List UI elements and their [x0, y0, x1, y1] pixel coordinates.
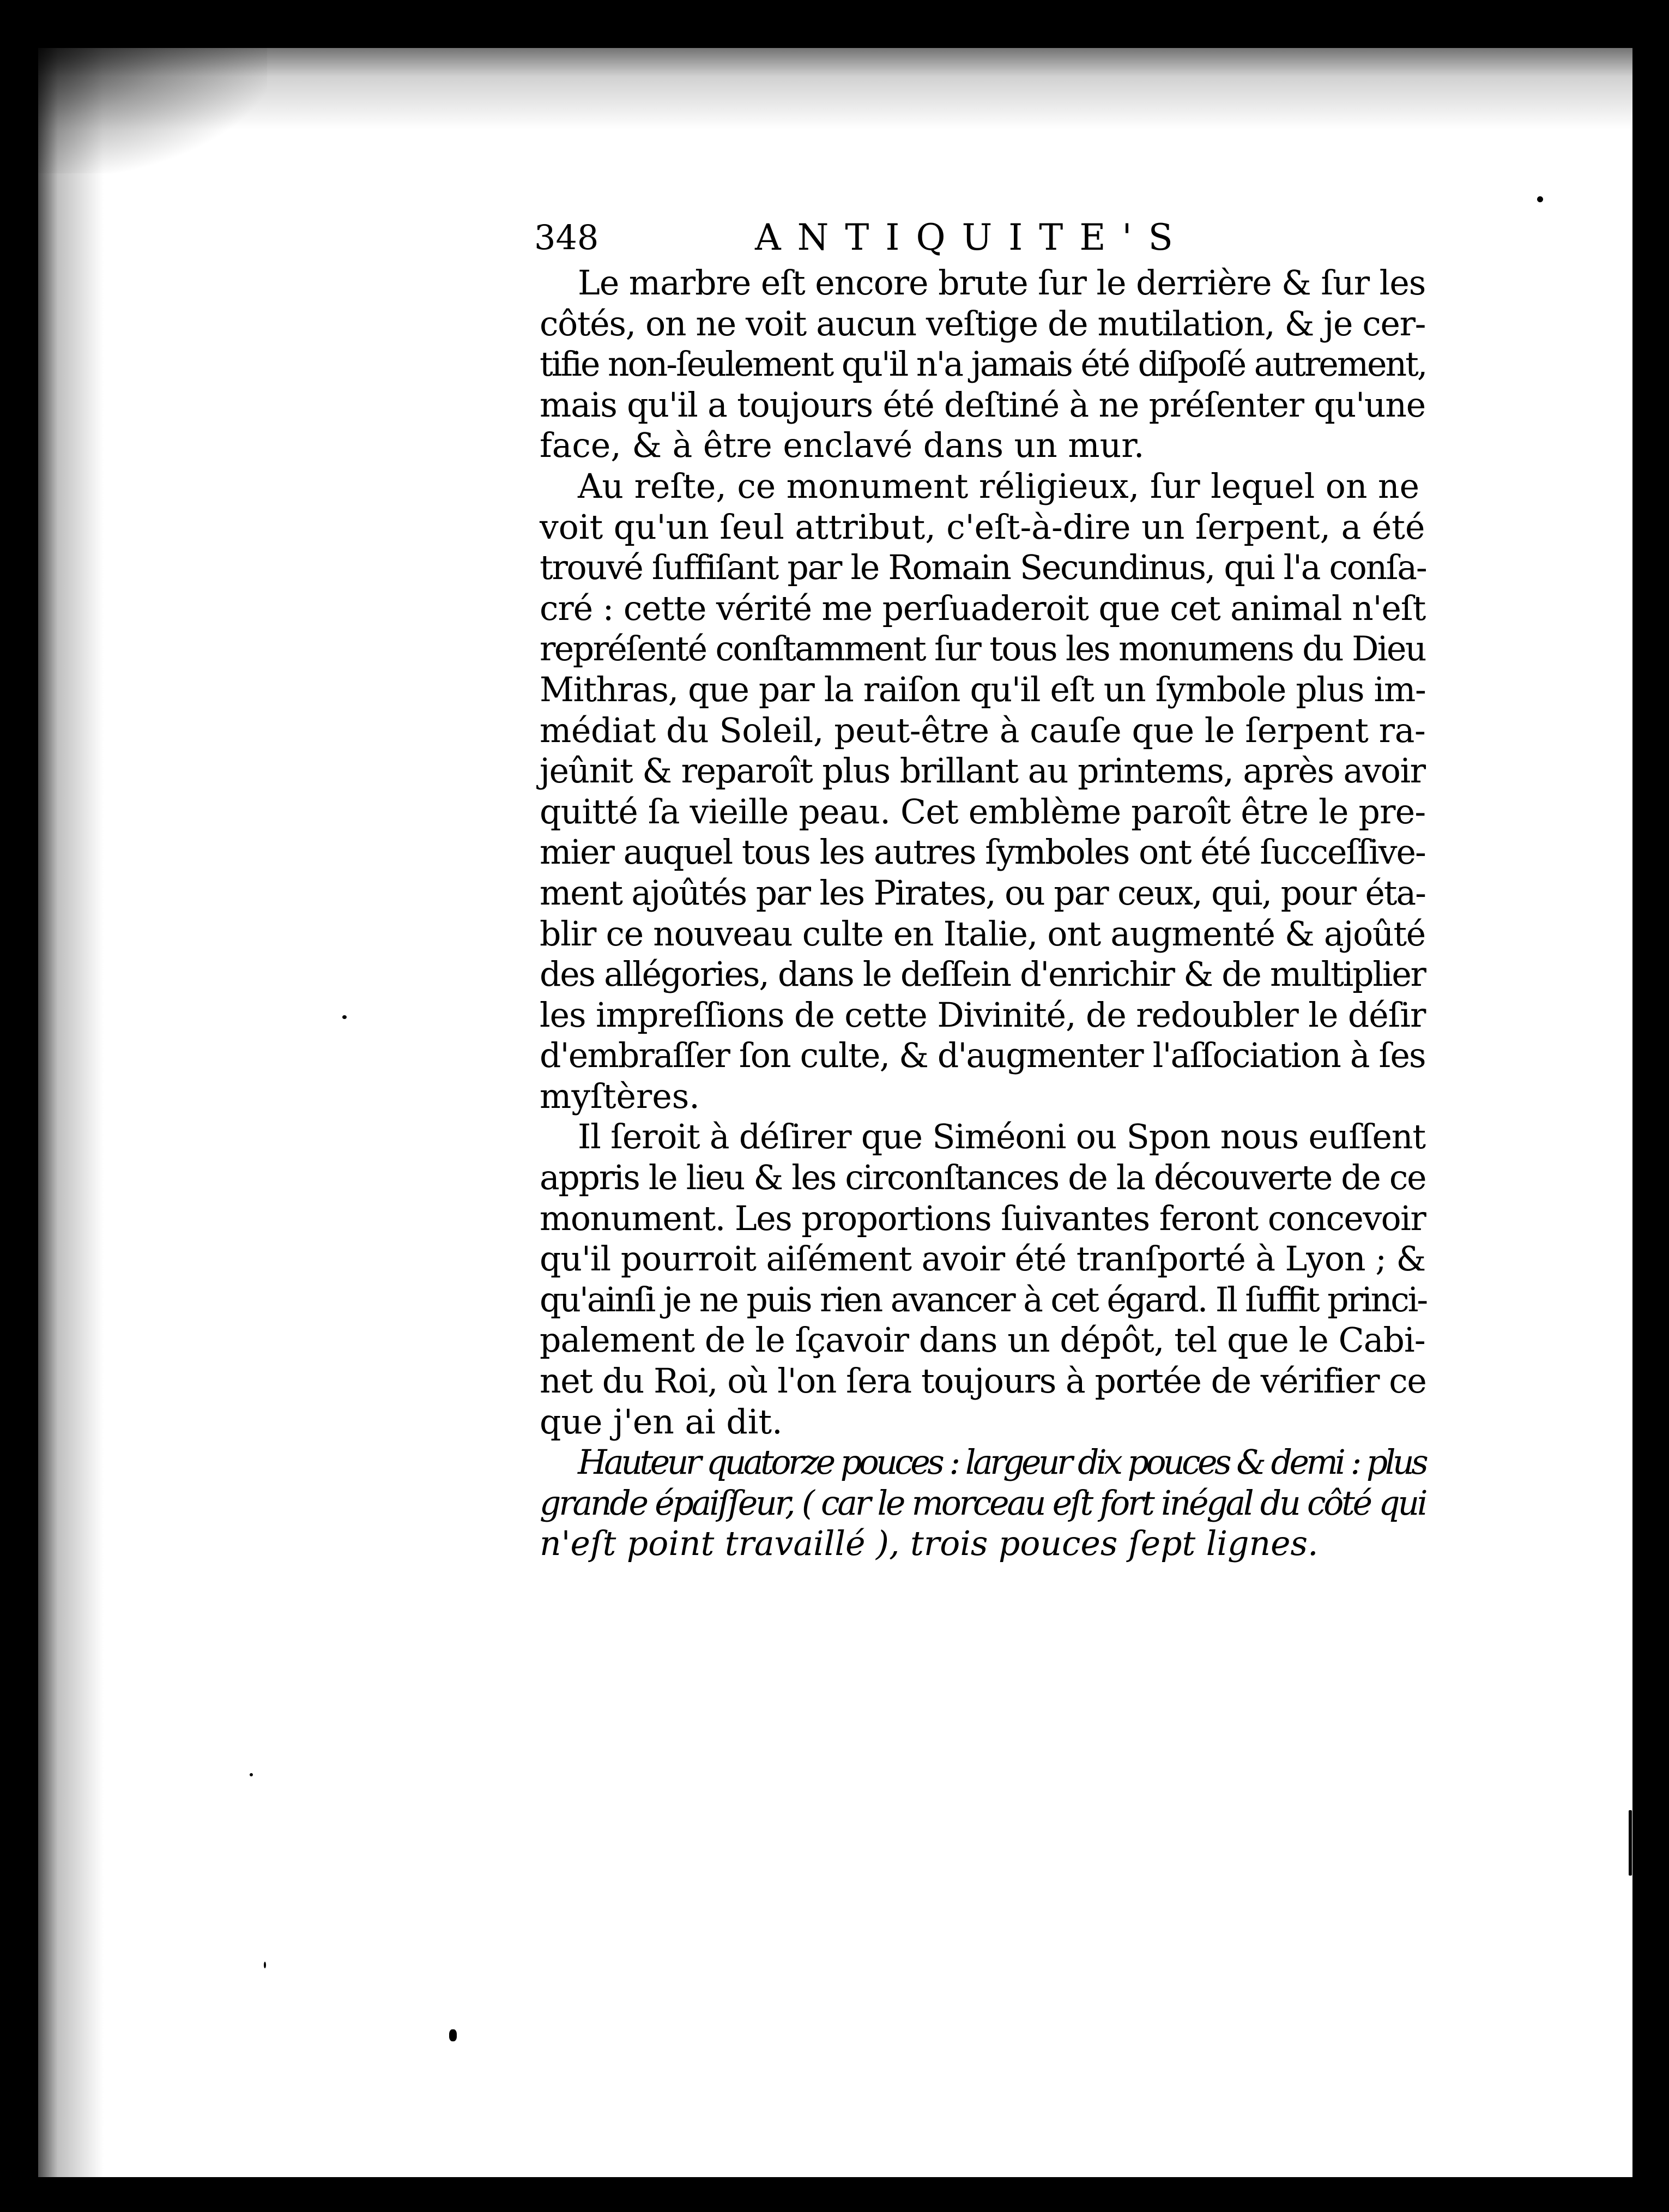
ink-speck: [449, 2029, 457, 2041]
text-line: les impreſſions de cette Divinité, de redoubler le déſir: [540, 995, 1426, 1035]
text-line: tifie non-ſeulement qu'il n'a jamais été diſpoſé autrement,: [540, 345, 1426, 384]
text-line: face, & à être enclavé dans un mur.: [540, 426, 1145, 466]
text-line: grande épaiſſeur, ( car le morceau eſt fort inégal du côté qui: [540, 1483, 1426, 1523]
text-line: mier auquel tous les autres ſymboles ont été ſucceſſive-: [540, 833, 1425, 872]
page-text: [534, 213, 1427, 1564]
ink-speck: [264, 1962, 266, 1968]
text-line: trouvé ſuffiſant par le Romain Secundinus, qui l'a conſa-: [540, 548, 1426, 588]
measurements-paragraph: [540, 1442, 1425, 1564]
ink-speck: [1537, 196, 1543, 202]
body-paragraph: [540, 466, 1425, 1117]
text-line: Hauteur quatorze pouces : largeur dix pouces & demi : plus: [578, 1443, 1426, 1482]
body-text: [540, 263, 1425, 1564]
text-line: palement de le ſçavoir dans un dépôt, tel que le Cabi-: [540, 1321, 1425, 1360]
text-line: Il ſeroit à déſirer que Siméoni ou Spon nous euſſent: [578, 1117, 1425, 1157]
text-line: monument. Les proportions ſuivantes feront concevoir: [540, 1198, 1426, 1238]
text-line: Au reſte, ce monument réligieux, ſur lequel on ne: [578, 466, 1419, 506]
running-head: [534, 213, 1425, 263]
text-line: cré : cette vérité me perſuaderoit que cet animal n'eſt: [540, 588, 1426, 628]
text-line: voit qu'un ſeul attribut, c'eſt-à-dire un ſerpent, a été: [540, 507, 1425, 547]
text-line: myſtères.: [540, 1076, 700, 1116]
text-line: appris le lieu & les circonſtances de la découverte de ce: [540, 1158, 1426, 1198]
scan-edge-shadow-top: [38, 48, 1632, 130]
text-line: quitté ſa vieille peau. Cet emblème paroît être le pre-: [540, 792, 1426, 831]
scan-edge-shadow-left: [38, 48, 104, 2177]
text-line: jeûnit & reparoît plus brillant au printems, après avoir: [540, 751, 1425, 791]
text-line: médiat du Soleil, peut-être à cauſe que le ſerpent ra-: [540, 710, 1426, 750]
ink-speck: [250, 1773, 253, 1776]
running-title: ANTIQUITE'S: [755, 216, 1189, 258]
text-line: mais qu'il a toujours été deſtiné à ne préſenter qu'une: [540, 385, 1426, 425]
body-paragraph: [540, 1117, 1425, 1442]
text-line: Mithras, que par la raiſon qu'il eſt un ſymbole plus im-: [540, 670, 1426, 709]
text-line: Le marbre eſt encore brute ſur le derrière & ſur les: [578, 263, 1426, 303]
scan-corner-shadow: [38, 48, 267, 173]
text-line: net du Roi, où l'on ſera toujours à portée de vérifier ce: [540, 1361, 1426, 1401]
text-line: n'eſt point travaillé ), trois pouces ſept lignes.: [540, 1524, 1319, 1564]
text-line: des allégories, dans le deſſein d'enrichir & de multiplier: [540, 955, 1425, 995]
text-line: d'embraſſer ſon culte, & d'augmenter l'aſſociation à ſes: [540, 1036, 1425, 1076]
ink-speck: [342, 1015, 347, 1019]
text-line: ment ajoûtés par les Pirates, ou par ceux, qui, pour éta-: [540, 873, 1425, 913]
text-line: qu'ainſi je ne puis rien avancer à cet égard. Il ſuffit princi-: [540, 1280, 1427, 1319]
text-line: qu'il pourroit aiſément avoir été tranſporté à Lyon ; &: [540, 1239, 1426, 1279]
text-line: côtés, on ne voit aucun veſtige de mutilation, & je cer-: [540, 304, 1426, 343]
page-number: 348: [534, 218, 599, 257]
ink-speck: [1629, 1810, 1632, 1876]
text-line: blir ce nouveau culte en Italie, ont augmenté & ajoûté: [540, 914, 1425, 954]
text-line: repréſenté conſtamment ſur tous les monumens du Dieu: [540, 629, 1425, 669]
body-paragraph: [540, 263, 1425, 466]
text-line: que j'en ai dit.: [540, 1402, 783, 1442]
